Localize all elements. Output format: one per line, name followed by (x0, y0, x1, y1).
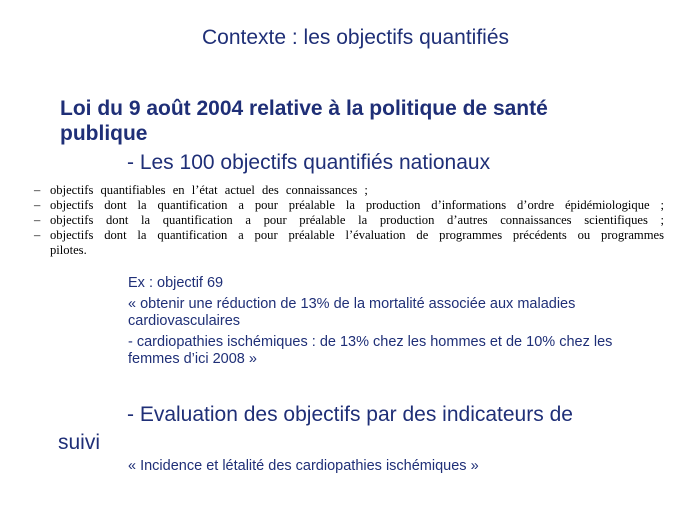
example-quote: « obtenir une réduction de 13% de la mortalité associée aux maladies cardiovasculaires (128, 296, 576, 329)
example-label: Ex : objectif 69 (128, 275, 224, 291)
bullet-text: objectifs quantifiables en l’état actuel des connaissances ; (50, 183, 368, 197)
bullet-dash: – (34, 183, 41, 197)
law-heading-line2: publique (60, 122, 148, 145)
law-heading-line1: Loi du 9 août 2004 relative à la politique de santé (60, 97, 548, 120)
bullet-dash: – (34, 213, 41, 227)
subtitle-national-objectives: - Les 100 objectifs quantifiés nationaux (127, 151, 491, 174)
bullet-dash: – (34, 198, 41, 212)
list-item (34, 198, 664, 213)
bullet-continuation: pilotes. (50, 243, 87, 257)
bullet-text: objectifs dont la quantification a pour préalable la production d’autres connaissances scientifiques ; (50, 213, 664, 227)
subtitle-evaluation-line2: suivi (58, 431, 101, 454)
indicator-text: « Incidence et létalité des cardiopathies ischémiques » (128, 458, 479, 474)
bullet-text: objectifs dont la quantification a pour préalable l’évaluation de programmes précédents ou programmes (50, 228, 664, 242)
example-detail: - cardiopathies ischémiques : de 13% chez les hommes et de 10% chez les femmes d’ici 2008 » (128, 334, 613, 367)
bullet-text: objectifs dont la quantification a pour préalable la production d’informations d’ordre épidémiologique ; (50, 198, 664, 212)
list-item (34, 183, 664, 198)
subtitle-evaluation-line1: - Evaluation des objectifs par des indicateurs de (127, 403, 573, 426)
list-item (34, 228, 664, 243)
bullet-dash: – (34, 228, 41, 242)
example-block (128, 275, 648, 368)
list-item (34, 213, 664, 228)
slide-title: Contexte : les objectifs quantifiés (202, 26, 510, 49)
objectives-bullet-list (34, 183, 664, 258)
